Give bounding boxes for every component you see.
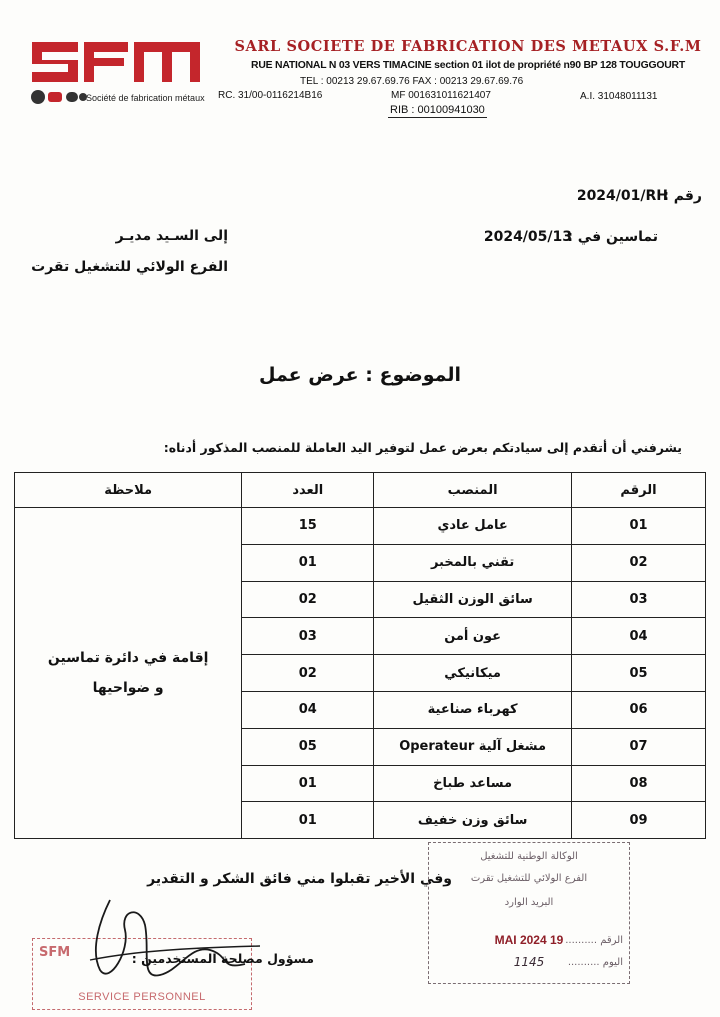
date-value: 2024/05/13 [483,229,572,245]
reference-value: 2024/01/RH [576,188,668,204]
stamp-date: 19 MAI 2024 [494,933,564,947]
row-number: 02 [572,544,706,581]
stamp-agency-line3: البريد الوارد [504,897,554,908]
company-rc: RC. 31/00-0116214B16 [218,90,323,101]
row-position: مساعد طباخ [374,765,572,802]
row-note [15,508,242,839]
table-row [15,508,706,545]
row-number: 03 [572,581,706,618]
row-count: 02 [242,655,374,692]
company-mf: MF 001631011621407 [391,90,491,101]
company-name: SARL SOCIETE DE FABRICATION DES METAUX S.F.M [234,38,702,55]
stamp-sfm-logo: SFM [39,945,71,960]
row-number: 06 [572,691,706,728]
letter-intro: يشرفني أن أتقدم إلى سيادتكم بعرض عمل لتوفير اليد العاملة للمنصب المذكور أدناه: [163,440,682,455]
header-number: الرقم [572,473,706,508]
table-header-row [15,473,706,508]
recipient-organization: الفرع الولائي للتشغيل تقرت [31,259,228,275]
row-position: كهرباء صناعية [374,691,572,728]
closing-salutation: وفي الأخير تقبلوا مني فائق الشكر و التقدير [147,871,452,887]
date-label: تماسين في : [567,229,658,245]
row-count: 15 [242,508,374,545]
note-line-2: و ضواحيها [92,680,164,697]
signatory-title: مسؤول مصلحة المستخدمين : [131,951,314,966]
row-position: مشغل آلية Operateur [374,728,572,765]
logo-tagline: Société de fabrication métaux [86,93,205,103]
header-position: المنصب [374,473,572,508]
stamp-day-label: اليوم .......... [567,957,623,968]
row-number: 04 [572,618,706,655]
row-position: عامل عادي [374,508,572,545]
header-note: ملاحظة [15,473,242,508]
row-number: 09 [572,802,706,839]
row-number: 01 [572,508,706,545]
row-position: عون أمن [374,618,572,655]
stamp-agency-line1: الوكالة الوطنية للتشغيل [480,851,578,862]
row-position: ميكانيكي [374,655,572,692]
recipient-title: إلى السـيد مديـر [115,228,228,244]
job-offer-table [14,472,706,839]
row-number: 05 [572,655,706,692]
stamp-sfm-department: SERVICE PERSONNEL [78,991,206,1003]
company-phone-fax: TEL : 00213 29.67.69.76 FAX : 00213 29.67.69.76 [300,76,524,87]
company-ai: A.I. 31048011131 [580,91,658,102]
stamp-agency-line2: الفرع الولائي للتشغيل تقرت [470,873,588,884]
row-count: 01 [242,802,374,839]
agency-reception-stamp [428,842,630,984]
row-number: 07 [572,728,706,765]
row-count: 05 [242,728,374,765]
header-count: العدد [242,473,374,508]
stamp-number: 1145 [513,955,545,969]
company-address: RUE NATIONAL N 03 VERS TIMACINE section 01 ilot de propriété n90 BP 128 TOUGGOURT [251,60,685,71]
letter-subject: الموضوع : عرض عمل [258,364,462,386]
handwritten-signature [70,890,270,1000]
row-position: سائق وزن خفيف [374,802,572,839]
row-count: 02 [242,581,374,618]
row-position: تقني بالمخبر [374,544,572,581]
row-count: 01 [242,544,374,581]
company-rib: RIB : 00100941030 [390,104,485,116]
company-logo [28,36,208,116]
row-count: 01 [242,765,374,802]
row-count: 04 [242,691,374,728]
note-line-1: إقامة في دائرة تماسين [47,650,209,667]
row-count: 03 [242,618,374,655]
stamp-number-label: الرقم .......... [565,935,623,946]
reference-label: رقم : [663,188,702,204]
row-position: سائق الوزن الثقيل [374,581,572,618]
row-number: 08 [572,765,706,802]
